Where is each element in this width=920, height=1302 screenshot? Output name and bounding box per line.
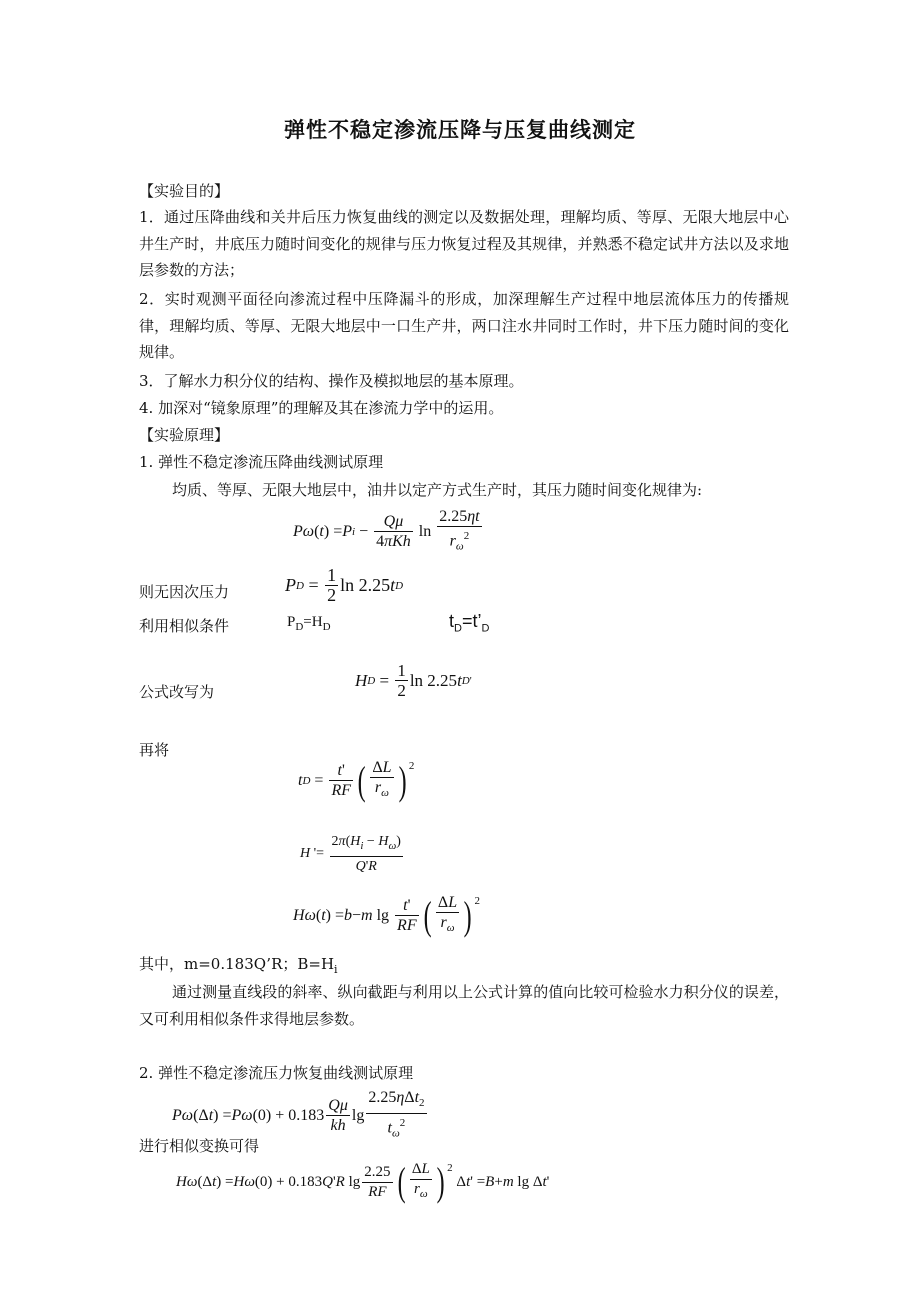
- similarity-pd-hd: $P_D=H_D$: [287, 614, 331, 633]
- purpose-item-3: 3．了解水力积分仪的结构、操作及模拟地层的基本原理。: [139, 372, 524, 390]
- sub2-heading: 2. 弹性不稳定渗流压力恢复曲线测试原理: [139, 1064, 414, 1082]
- similarity-td: $t_D=t’_D$: [449, 611, 490, 635]
- equation-hd: H D = $\frac{1}{2}$ ln 2.25 t D ': [355, 661, 472, 700]
- purpose-item-1: 1．通过压降曲线和关井后压力恢复曲线的测定以及数据处理，理解均质、等厚、无限大地层中心井生产时，井底压力随时间变化的规律与压力恢复过程及其规律，并熟悉不稳定试井方法以及求地层参数的方法；: [139, 208, 789, 279]
- equation-h-prime: H '= $\frac{2\pi(H_i - H_\omega)}{Q'R}$: [300, 834, 401, 874]
- equation-pressure-buildup: P ω (Δ t ) = P ω (0) + 0.183 $\frac{Q\mu}{kh}$ lg $\frac{2.25\eta\Delta t_2}{t_\omega^2}$: [172, 1089, 425, 1140]
- equation-pressure-drawdown: P ω ( t ) = P i − $\frac{Q\mu}{\text{4πKh}}$ ln $\frac{2.25\eta t}{r_\omega^2}$: [293, 508, 480, 553]
- label-similarity: 利用相似条件: [139, 617, 230, 635]
- equation-td: t D = $\frac{t'}{RF}$ ( $\frac{\Delta L}{r_\omega}$ ) $^2$: [298, 757, 415, 803]
- purpose-item-4: 4. 加深对“镜象原理”的理解及其在渗流力学中的运用。: [139, 399, 504, 417]
- where-text: 其中，m=0.183Q’R；$B=H_i$: [139, 955, 338, 976]
- label-rewrite: 公式改写为: [139, 683, 215, 701]
- principle-heading: 【实验原理】: [139, 426, 230, 444]
- sub1-heading: 1. 弹性不稳定渗流压降曲线测试原理: [139, 453, 384, 471]
- page-title: 弹性不稳定渗流压降与压复曲线测定: [284, 117, 636, 142]
- equation-dimensionless-pressure: P D = $\frac{1}{2}$ ln 2.25 t D: [285, 565, 404, 605]
- conclusion-paragraph: 通过测量直线段的斜率、纵向截距与利用以上公式计算的值向比较可检验水力积分仪的误差，又可利用相似条件求得地层参数。: [139, 983, 789, 1028]
- label-then: 再将: [139, 741, 170, 759]
- equation-h-omega: H ω ( t ) = b − m lg $\frac{t'}{RF}$ ( $\frac{\Delta L}{r_\omega}$ ) $^2$: [293, 892, 480, 938]
- label-dimensionless: 则无因次压力: [139, 583, 230, 601]
- purpose-heading: 【实验目的】: [139, 182, 230, 200]
- sub1-intro: 均质、等厚、无限大地层中，油井以定产方式生产时，其压力随时间变化规律为:: [172, 481, 703, 499]
- equation-h-omega-buildup: H ω (Δ t ) = H ω (0) + 0.183 Q ' R lg $\frac{2.25}{RF}$ ( $\frac{\Delta L}{r_\omega}$ ) $^2$ Δ t ' = B + m lg Δ t ': [176, 1159, 550, 1204]
- label-transform: 进行相似变换可得: [139, 1137, 260, 1155]
- purpose-item-2: 2．实时观测平面径向渗流过程中压降漏斗的形成，加深理解生产过程中地层流体压力的传播规律，理解均质、等厚、无限大地层中一口生产井，两口注水井同时工作时，井下压力随时间的变化规律。: [139, 290, 789, 361]
